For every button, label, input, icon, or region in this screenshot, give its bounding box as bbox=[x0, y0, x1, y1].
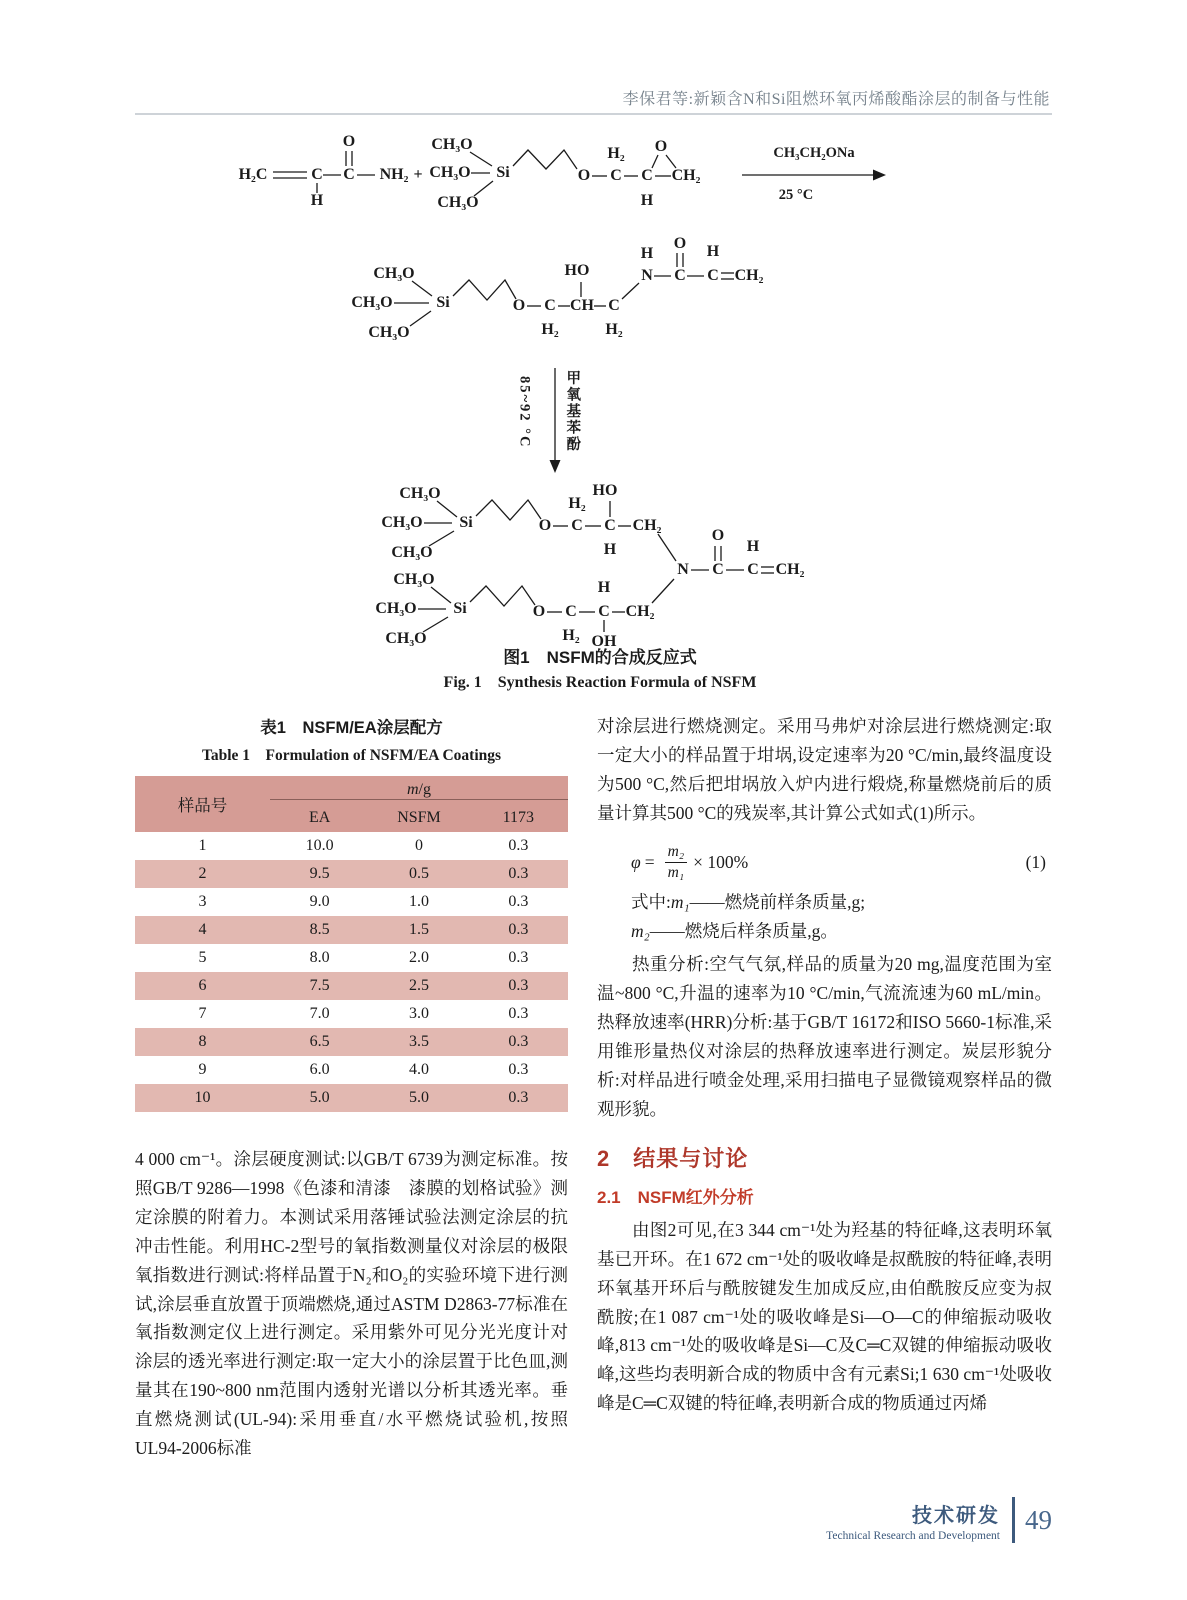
table-cell: 2 bbox=[198, 865, 207, 882]
formulation-table bbox=[135, 776, 568, 1112]
table-row bbox=[135, 888, 568, 916]
fraction-numerator: m₂ bbox=[665, 842, 688, 863]
atom-label: H bbox=[746, 538, 760, 555]
page-number: 49 bbox=[1025, 1504, 1052, 1535]
table-cell: 6 bbox=[198, 977, 207, 994]
table-cell: 0.3 bbox=[508, 949, 529, 966]
table-row bbox=[135, 860, 568, 888]
atom-label: CH₃O bbox=[373, 265, 415, 282]
atom-label: NH₂ bbox=[379, 166, 409, 183]
atom-label: C bbox=[598, 603, 610, 620]
atom-label: CH₃O bbox=[385, 630, 427, 647]
paragraph-ftir-discussion: 由图2可见,在3 344 cm⁻¹处为羟基的特征峰,这表明环氧基已开环。在1 672 cm⁻¹处的吸收峰是叔酰胺的特征峰,表明环氧基开环后与酰胺键发生加成反应,由伯酰胺反应变为叔酰胺;在1 087 cm⁻¹处的吸收峰是Si—O—C的伸缩振动吸收峰,813 cm⁻¹处的吸收峰是Si—C及C═C双键的伸缩振动吸收峰,这些均表明新合成的物质中含有元素Si;1 630 cm⁻¹处吸收峰是C═C双键的特征峰,表明新合成的物质通过丙烯 bbox=[597, 1219, 1052, 1414]
table-cell: 2.5 bbox=[408, 977, 429, 994]
atom-label: + bbox=[413, 166, 423, 183]
atom-label: N bbox=[641, 267, 653, 284]
atom-label: C bbox=[674, 267, 686, 284]
page-footer bbox=[826, 1497, 1052, 1543]
table-row bbox=[135, 1056, 568, 1084]
table-cell: 1 bbox=[198, 837, 207, 854]
table-row bbox=[135, 1084, 568, 1112]
atom-label: CH₃O bbox=[429, 164, 471, 181]
table-cell: 5 bbox=[198, 949, 207, 966]
table-row bbox=[135, 1028, 568, 1056]
table-cell: 0.5 bbox=[408, 865, 429, 882]
left-column bbox=[135, 712, 568, 1463]
equation-where-line-1: 式中:m₁——燃烧前样条质量,g; bbox=[631, 892, 866, 913]
equation-where-line-2: m₂——燃烧后样条质量,g。 bbox=[631, 921, 838, 942]
table-cell: 0.3 bbox=[508, 977, 529, 994]
table-cell: 2.0 bbox=[408, 949, 429, 966]
table-cell: 0.3 bbox=[508, 893, 529, 910]
right-column bbox=[597, 712, 1052, 1463]
figure-caption-en: Fig. 1 Synthesis Reaction Formula of NSFM bbox=[443, 674, 757, 691]
footer-label-en: Technical Research and Development bbox=[826, 1529, 1000, 1542]
atom-label: O bbox=[577, 167, 591, 184]
table-cell: 6.5 bbox=[309, 1033, 330, 1050]
table-row bbox=[135, 916, 568, 944]
subsection-heading-ftir: 2.1 NSFM红外分析 bbox=[597, 1187, 754, 1207]
reaction-scheme-figure bbox=[120, 128, 1080, 691]
atom-label: Si bbox=[459, 514, 473, 531]
table-cell: 4 bbox=[198, 921, 207, 938]
atom-label: C bbox=[707, 267, 719, 284]
atom-label: H bbox=[603, 541, 617, 558]
atom-label: H₂ bbox=[562, 627, 580, 644]
table-cell: 3.0 bbox=[408, 1005, 429, 1022]
atom-label: H₂ bbox=[607, 145, 625, 162]
table-cell: 7.0 bbox=[309, 1005, 330, 1022]
atom-label: N bbox=[677, 561, 689, 578]
table-cell: 9.5 bbox=[309, 865, 330, 882]
table-title-en: Table 1 Formulation of NSFM/EA Coatings bbox=[201, 747, 502, 764]
equation-1 bbox=[631, 842, 1052, 883]
table-cell: 1.5 bbox=[408, 921, 429, 938]
atom-label: 25 °C bbox=[778, 186, 814, 203]
equation-fraction bbox=[665, 842, 688, 883]
table-cell: 0.3 bbox=[508, 837, 529, 854]
atom-label: H bbox=[310, 192, 324, 209]
atom-label: C bbox=[608, 297, 620, 314]
equation-lhs: φ bbox=[631, 851, 641, 872]
atom-label: CH₃O bbox=[431, 136, 473, 153]
section-heading-results: 2 结果与讨论 bbox=[597, 1145, 749, 1171]
atom-label: 85~92 °C bbox=[516, 376, 533, 449]
atom-label: CH₂ bbox=[775, 561, 805, 578]
atom-label: C bbox=[747, 561, 759, 578]
table-cell: 8 bbox=[198, 1033, 207, 1050]
header-rule bbox=[135, 113, 1052, 115]
atom-label: CH₃O bbox=[351, 294, 393, 311]
atom-label: CH₂ bbox=[734, 267, 764, 284]
atom-label: O bbox=[342, 133, 356, 150]
table-cell: 8.5 bbox=[309, 921, 330, 938]
atom-label: H bbox=[640, 192, 654, 209]
atom-label: C bbox=[712, 561, 724, 578]
table-cell: 10.0 bbox=[305, 837, 334, 854]
table-cell: 7.5 bbox=[309, 977, 330, 994]
atom-label: CH₂ bbox=[632, 517, 662, 534]
atom-label: O bbox=[711, 527, 725, 544]
table-cell: 1.0 bbox=[408, 893, 429, 910]
arrow-right-head bbox=[873, 170, 886, 181]
atom-label: H bbox=[640, 245, 654, 262]
table-title-zh: 表1 NSFM/EA涂层配方 bbox=[260, 719, 443, 737]
atom-label: O bbox=[673, 235, 687, 252]
table-cell: 0.3 bbox=[508, 865, 529, 882]
atom-label: C bbox=[565, 603, 577, 620]
atom-label: Si bbox=[496, 164, 510, 181]
atom-label: HO bbox=[592, 482, 618, 499]
atom-label: Si bbox=[453, 600, 467, 617]
atom-label: C bbox=[343, 166, 355, 183]
table-row bbox=[135, 972, 568, 1000]
atom-label: H bbox=[706, 243, 720, 260]
group-header-var: m bbox=[406, 780, 419, 798]
column-header-ea: EA bbox=[309, 809, 331, 826]
atom-label: O bbox=[654, 138, 668, 155]
table-cell: 0.3 bbox=[508, 921, 529, 938]
table-cell: 3.5 bbox=[408, 1033, 429, 1050]
atom-label: O bbox=[532, 603, 546, 620]
table-cell: 8.0 bbox=[309, 949, 330, 966]
atom-label: OH bbox=[591, 633, 617, 650]
table-cell: 5.0 bbox=[309, 1089, 330, 1106]
column-header-sample: 样品号 bbox=[177, 796, 228, 815]
table-cell: 10 bbox=[194, 1089, 211, 1106]
atom-label: CH₃O bbox=[437, 194, 479, 211]
equation-equals: = bbox=[644, 851, 655, 872]
column-group-header bbox=[270, 776, 568, 804]
footer-label-zh: 技术研发 bbox=[912, 1504, 1000, 1527]
atom-label: HO bbox=[564, 262, 590, 279]
atom-label: O bbox=[538, 517, 552, 534]
atom-label: CH₃O bbox=[375, 600, 417, 617]
footer-section-labels bbox=[826, 1499, 1000, 1542]
column-header-nsfm: NSFM bbox=[397, 809, 441, 826]
atom-label: CH₂ bbox=[671, 167, 701, 184]
atom-label: CH₃CH₂ONa bbox=[773, 144, 855, 161]
equation-rhs: × 100% bbox=[693, 851, 749, 872]
atom-label: CH₃O bbox=[391, 544, 433, 561]
table-cell: 7 bbox=[198, 1005, 207, 1022]
table-cell: 9.0 bbox=[309, 893, 330, 910]
atom-label: CH₃O bbox=[381, 514, 423, 531]
atom-label: CH₂ bbox=[625, 603, 655, 620]
atom-label: H₂ bbox=[568, 495, 586, 512]
table-row bbox=[135, 832, 568, 860]
atom-label: C bbox=[604, 517, 616, 534]
table-row bbox=[135, 1000, 568, 1028]
atom-label: H₂ bbox=[541, 321, 559, 338]
atom-label: H₂C bbox=[238, 166, 268, 183]
atom-label: C bbox=[311, 166, 323, 183]
figure-caption-zh: 图1 NSFM的合成反应式 bbox=[503, 648, 697, 667]
fraction-denominator: m₁ bbox=[667, 864, 685, 881]
table-cell: 3 bbox=[198, 893, 207, 910]
paragraph-combustion-test: 对涂层进行燃烧测定。采用马弗炉对涂层进行燃烧测定:取一定大小的样品置于坩埚,设定速率为20 °C/min,最终温度设为500 °C,然后把坩埚放入炉内进行煅烧,称量燃烧前后的质量计算其500 °C的残炭率,其计算公式如式(1)所示。 bbox=[597, 716, 1052, 823]
table-cell: 9 bbox=[198, 1061, 207, 1078]
body-columns bbox=[135, 712, 1052, 1463]
atom-label: H bbox=[597, 579, 611, 596]
atom-label: Si bbox=[436, 294, 450, 311]
atom-label: CH₃O bbox=[393, 571, 435, 588]
group-header-unit: /g bbox=[418, 780, 431, 798]
atom-label: CH₃O bbox=[368, 324, 410, 341]
paragraph-tga-analysis: 热重分析:空气气氛,样品的质量为20 mg,温度范围为室温~800 °C,升温的速率为10 °C/min,气流流速为60 mL/min。热释放速率(HRR)分析:基于GB/T 16172和ISO 5660-1标准,采用锥形量热仪对涂层的热释放速率进行测定。炭层形貌分析:对样品进行喷金处理,采用扫描电子显微镜观察样品的微观形貌。 bbox=[597, 954, 1052, 1119]
table-cell: 4.0 bbox=[408, 1061, 429, 1078]
table-cell: 0.3 bbox=[508, 1061, 529, 1078]
atom-label: C bbox=[610, 167, 622, 184]
atom-label: C bbox=[544, 297, 556, 314]
table-body bbox=[135, 832, 568, 1112]
atom-label: CH₃O bbox=[399, 485, 441, 502]
atom-label: C bbox=[641, 167, 653, 184]
table-row bbox=[135, 944, 568, 972]
column-header-1173: 1173 bbox=[502, 809, 535, 826]
equation-number: (1) bbox=[1025, 851, 1046, 872]
atom-label: C bbox=[571, 517, 583, 534]
atom-label: CH bbox=[570, 297, 594, 314]
atom-label: 甲氧基苯酚 bbox=[564, 370, 581, 453]
atom-label: H₂ bbox=[605, 321, 623, 338]
table-cell: 0.3 bbox=[508, 1089, 529, 1106]
running-head-title: 李保君等:新颖含N和Si阻燃环氧丙烯酸酯涂层的制备与性能 bbox=[622, 91, 1050, 108]
table-header bbox=[135, 776, 568, 832]
table-cell: 6.0 bbox=[309, 1061, 330, 1078]
table-cell: 0 bbox=[414, 837, 423, 854]
atom-label: O bbox=[512, 297, 526, 314]
footer-divider-bar bbox=[1012, 1497, 1015, 1543]
arrow-down-head bbox=[550, 460, 561, 473]
table-cell: 0.3 bbox=[508, 1005, 529, 1022]
left-column-paragraph: 4 000 cm⁻¹。涂层硬度测试:以GB/T 6739为测定标准。按照GB/T 9286—1998《色漆和清漆 漆膜的划格试验》测定涂膜的附着力。本测试采用落锤试验法测定涂层的抗冲击性能。利用HC-2型号的氧指数测量仪对涂层的极限氧指数进行测试:将样品置于N₂和O₂的实验环境下进行测试,涂层垂直放置于顶端燃烧,通过ASTM D2863-77标准在氧指数测定仪上进行测定。采用紫外可见分光光度计对涂层的透光率进行测定:取一定大小的涂层置于比色皿,测量其在190~800 nm范围内透射光谱以分析其透光率。垂直燃烧测试(UL-94):采用垂直/水平燃烧试验机,按照UL94-2006标准 bbox=[135, 1149, 568, 1459]
table-cell: 5.0 bbox=[408, 1089, 429, 1106]
table-cell: 0.3 bbox=[508, 1033, 529, 1050]
